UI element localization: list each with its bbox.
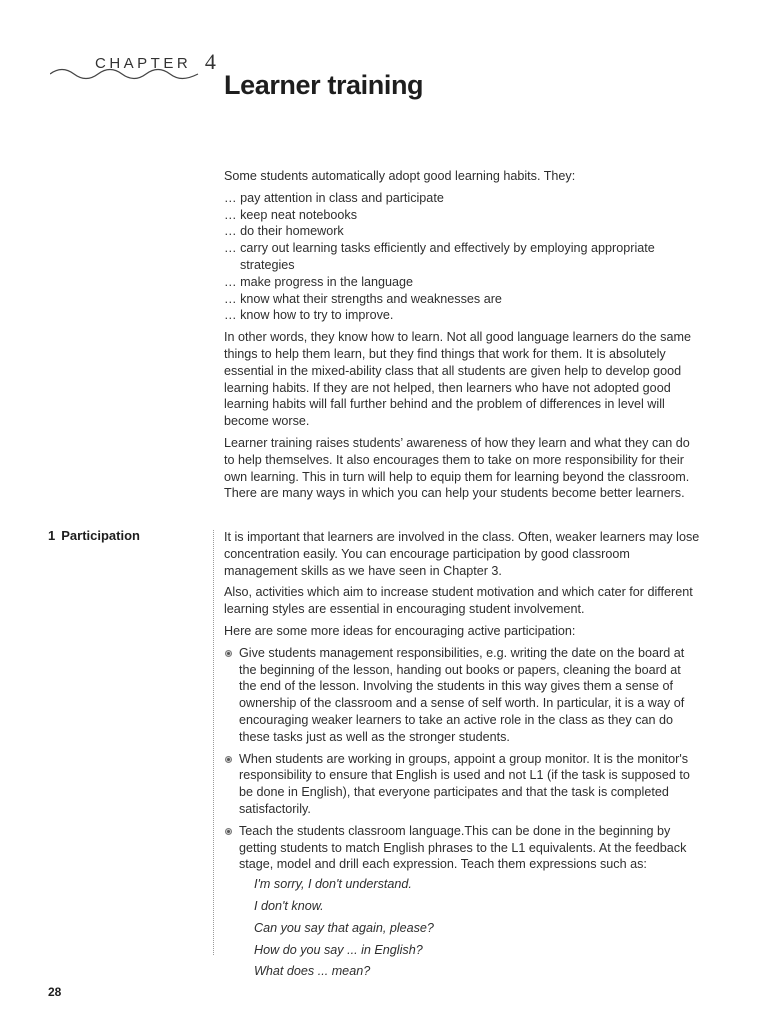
intro-paragraph-2: Learner training raises students’ awareness of how they learn and what they can do to help themselves. It also encourages them to take on more responsibility for their own learning. This in turn will help to equip them for learning beyond the classroom. There are many ways in which you can help your students become better learners.	[224, 435, 690, 501]
expression-item: I'm sorry, I don't understand.	[254, 877, 412, 892]
section-paragraph-2: Also, activities which aim to increase student motivation and which cater for different learning styles are essential in encouraging student involvement.	[224, 585, 693, 617]
page-title: Learner training	[224, 70, 424, 100]
list-item	[224, 645, 700, 746]
list-item	[224, 751, 700, 818]
list-item	[224, 823, 700, 980]
habit-item: … make progress in the language	[224, 274, 414, 289]
section-number: 1	[48, 528, 56, 543]
habit-item: … know how to try to improve.	[224, 308, 394, 323]
habit-item: … do their homework	[224, 224, 344, 239]
section-title: Participation	[61, 528, 140, 543]
wavy-line-ornament	[50, 68, 200, 80]
ideas-list	[224, 645, 700, 980]
section-paragraph-1: It is important that learners are involved in the class. Often, weaker learners may lose concentration easily. You can encourage participation by good classroom management skills as we have seen in Chapter 3.	[224, 530, 700, 578]
list-item-text: Give students management responsibilities, e.g. writing the date on the board at the beginning of the lesson, handing out books or papers, cleaning the board at the end of the lesson. Involving the students in this way gives them a sense of ownership of the classroom and a sense of self worth. In particular, it is a way of encouraging weaker learners to take an active role in the class as they can do these tasks just as well as the stronger students.	[239, 645, 685, 744]
habit-item: … carry out learning tasks efficiently and effectively by employing appropriate strategies	[224, 241, 655, 272]
expression-item: Can you say that again, please?	[254, 920, 434, 935]
habit-item: … keep neat notebooks	[224, 207, 358, 222]
bullet-dot-icon	[225, 650, 232, 657]
section-heading	[48, 528, 140, 543]
intro-block	[224, 168, 700, 507]
bullet-dot-icon	[225, 828, 232, 835]
list-item-text: When students are working in groups, appoint a group monitor. It is the monitor's responsibility to ensure that English is used and not L1 (if the task is supposed to be done in English), that everyone participates and that the task is completed satisfactorily.	[239, 751, 690, 816]
page-number: 28	[48, 985, 62, 999]
section-paragraph-3: Here are some more ideas for encouraging active participation:	[224, 623, 576, 638]
habit-item: … know what their strengths and weaknesses are	[224, 291, 502, 306]
bullet-dot-icon	[225, 756, 232, 763]
expression-item: How do you say ... in English?	[254, 942, 423, 957]
intro-lead: Some students automatically adopt good learning habits. They:	[224, 169, 576, 183]
chapter-word: CHAPTER	[95, 55, 192, 72]
habit-item: … pay attention in class and participate	[224, 190, 444, 205]
chapter-number: 4	[204, 49, 216, 74]
expression-item: I don't know.	[254, 898, 324, 913]
habits-list	[224, 190, 700, 324]
expressions-list	[239, 876, 700, 980]
dotted-divider	[213, 530, 214, 955]
expression-item: What does ... mean?	[254, 964, 371, 979]
participation-section	[224, 529, 700, 985]
intro-paragraph-1: In other words, they know how to learn. Not all good language learners do the same things to help them learn, but they find things that work for them. It is absolutely essential in the mixed-ability class that all students are given help to develop good learning habits. If they are not helped, then learners who have not adopted good learning habits will fall further behind and the problem of differences in level will become worse.	[224, 330, 691, 429]
list-item-text: Teach the students classroom language.This can be done in the beginning by getting students to match English phrases to the L1 equivalents. At the feedback stage, model and drill each expression. Teach them expressions such as:	[239, 823, 687, 872]
